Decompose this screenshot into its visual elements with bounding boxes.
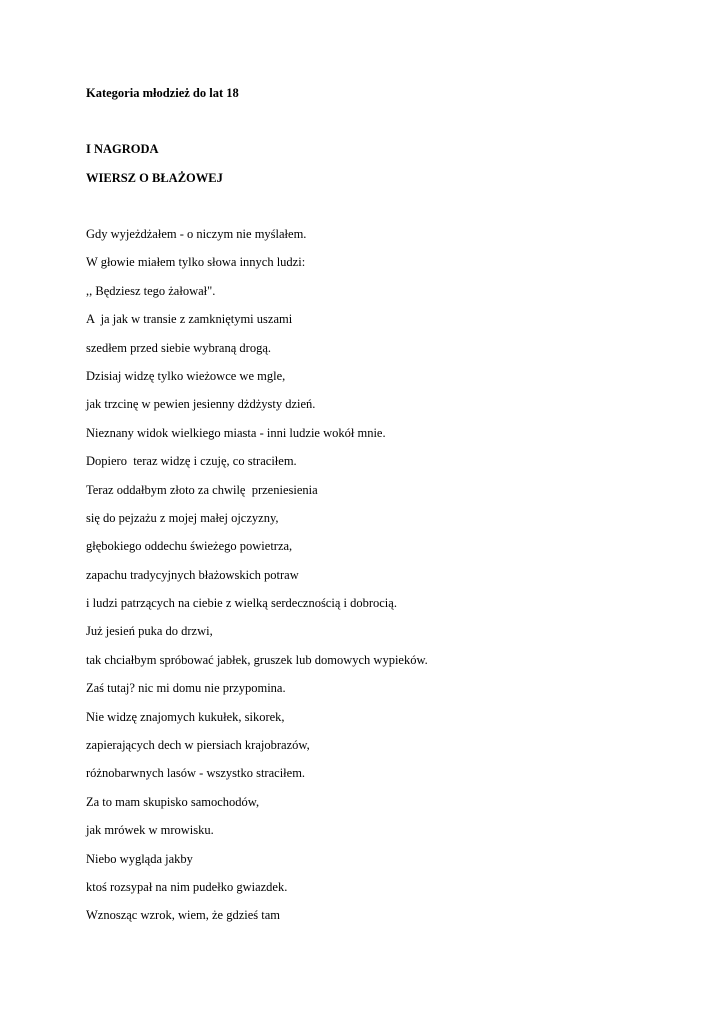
poem-line: Już jesień puka do drzwi,	[86, 624, 213, 639]
poem-line: ktoś rozsypał na nim pudełko gwiazdek.	[86, 879, 288, 894]
poem-line: zapierających dech w piersiach krajobrazów,	[86, 738, 310, 753]
poem-line: szedłem przed siebie wybraną drogą.	[86, 340, 271, 355]
poem-line: Wznosząc wzrok, wiem, że gdzieś tam	[86, 908, 281, 923]
poem-line: Dopiero teraz widzę i czuję, co straciłem.	[86, 454, 297, 469]
poem-line: Nieznany widok wielkiego miasta - inni ludzie wokół mnie.	[86, 425, 386, 440]
poem-body	[86, 226, 428, 936]
poem-line: jak mrówek w mrowisku.	[86, 823, 214, 838]
poem-line: zapachu tradycyjnych błażowskich potraw	[86, 567, 299, 582]
poem-line: głębokiego oddechu świeżego powietrza,	[86, 539, 293, 554]
poem-line: różnobarwnych lasów - wszystko straciłem.	[86, 766, 306, 781]
poem-line: Dzisiaj widzę tylko wieżowce we mgle,	[86, 368, 286, 383]
poem-line: Gdy wyjeżdżałem - o niczym nie myślałem.	[86, 227, 307, 241]
poem-line: ,, Będziesz tego żałował".	[86, 283, 216, 298]
category-heading: Kategoria młodzież do lat 18	[86, 86, 239, 100]
poem-line: Nie widzę znajomych kukułek, sikorek,	[86, 709, 285, 724]
poem-line: jak trzcinę w pewien jesienny dżdżysty dzień.	[86, 397, 316, 412]
poem-line: i ludzi patrzących na ciebie z wielką serdecznością i dobrocią.	[86, 596, 397, 611]
poem-line: A ja jak w transie z zamkniętymi uszami	[86, 312, 293, 327]
poem-line: W głowie miałem tylko słowa innych ludzi:	[86, 255, 306, 270]
award-heading: I NAGRODA	[86, 142, 159, 156]
poem-line: Niebo wygląda jakby	[86, 851, 193, 866]
poem-line: Za to mam skupisko samochodów,	[86, 794, 260, 809]
poem-line: tak chciałbym spróbować jabłek, gruszek lub domowych wypieków.	[86, 652, 428, 667]
poem-line: się do pejzażu z mojej małej ojczyzny,	[86, 510, 279, 525]
poem-line: Teraz oddałbym złoto za chwilę przeniesienia	[86, 482, 318, 497]
poem-title: WIERSZ O BŁAŻOWEJ	[86, 171, 223, 185]
poem-line: Zaś tutaj? nic mi domu nie przypomina.	[86, 681, 286, 696]
